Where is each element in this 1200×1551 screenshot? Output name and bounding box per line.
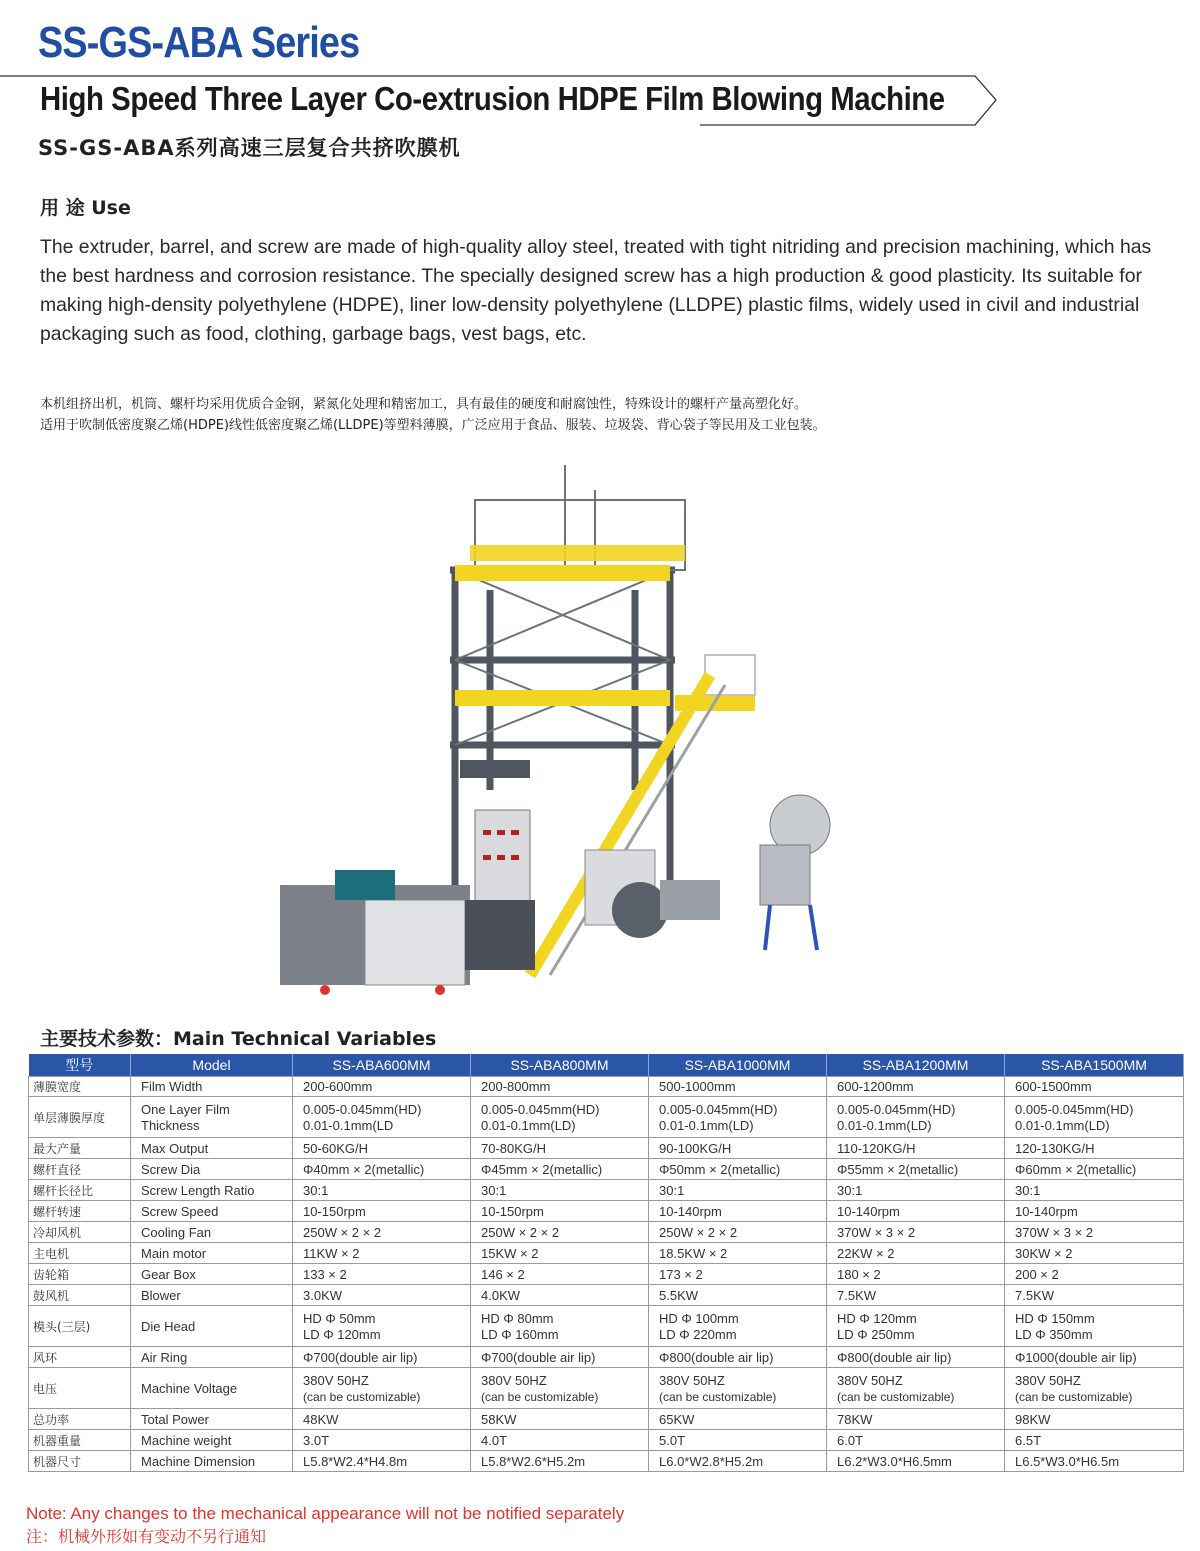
row-label-en-line-2: Thickness — [141, 1117, 200, 1133]
table-row — [29, 1138, 1184, 1159]
row-label-en — [131, 1097, 293, 1138]
spec-value: Φ45mm × 2(metallic) — [481, 1161, 603, 1177]
row-label-en — [131, 1222, 293, 1243]
spec-value-cell — [293, 1201, 471, 1222]
spec-value-cell — [827, 1306, 1005, 1347]
row-label-en-line: Screw Dia — [141, 1161, 201, 1177]
table-row — [29, 1409, 1184, 1430]
table-row — [29, 1451, 1184, 1472]
spec-value-cell — [1005, 1306, 1184, 1347]
spec-value: 600-1500mm — [1015, 1079, 1092, 1094]
row-label-cn: 螺杆直径 — [29, 1159, 131, 1180]
spec-value: 30KW × 2 — [1015, 1245, 1073, 1261]
spec-value: Φ800(double air lip) — [659, 1349, 774, 1365]
spec-value: 5.0T — [659, 1432, 686, 1448]
spec-value-cell — [649, 1159, 827, 1180]
spec-value-line-2: (can be customizable) — [481, 1389, 599, 1404]
spec-value-cell — [649, 1138, 827, 1159]
spec-value: 10-150rpm — [481, 1203, 544, 1219]
spec-value-cell — [1005, 1159, 1184, 1180]
table-row — [29, 1159, 1184, 1180]
chinese-title: SS-GS-ABA系列高速三层复合共挤吹膜机 — [38, 136, 461, 160]
spec-value-cell — [293, 1243, 471, 1264]
spec-value-cell — [649, 1264, 827, 1285]
spec-value: 0.005-0.045mm(HD) — [303, 1101, 422, 1117]
spec-value-line-2: 0.01-0.1mm(LD — [303, 1117, 394, 1133]
spec-value: 0.005-0.045mm(HD) — [481, 1101, 600, 1117]
spec-value-cell — [827, 1201, 1005, 1222]
spec-value-cell — [1005, 1264, 1184, 1285]
spec-value: 380V 50HZ — [659, 1372, 725, 1388]
row-label-cn: 螺杆长径比 — [29, 1180, 131, 1201]
spec-value-cell — [1005, 1077, 1184, 1097]
spec-value-line-2: 0.01-0.1mm(LD) — [837, 1117, 932, 1133]
spec-value-cell — [293, 1368, 471, 1409]
spec-value-cell — [649, 1077, 827, 1097]
spec-value: 370W × 3 × 2 — [837, 1224, 916, 1240]
row-label-cn: 总功率 — [29, 1409, 131, 1430]
spec-value-cell — [1005, 1285, 1184, 1306]
spec-value-cell — [1005, 1409, 1184, 1430]
spec-value-cell — [471, 1306, 649, 1347]
row-label-en — [131, 1180, 293, 1201]
spec-value-cell — [649, 1368, 827, 1409]
row-label-en-line: Machine Voltage — [141, 1380, 238, 1396]
main-title: High Speed Three Layer Co-extrusion HDPE Film Blowing Machine — [40, 80, 945, 117]
spec-value-cell — [293, 1285, 471, 1306]
spec-value: 30:1 — [303, 1182, 329, 1198]
spec-value-line-2: (can be customizable) — [1015, 1389, 1133, 1404]
spec-value: 3.0T — [303, 1432, 330, 1448]
spec-value-cell — [649, 1306, 827, 1347]
spec-value: 200-800mm — [481, 1079, 551, 1094]
table-row — [29, 1430, 1184, 1451]
spec-value: Φ60mm × 2(metallic) — [1015, 1161, 1137, 1177]
spec-value: 10-140rpm — [837, 1203, 900, 1219]
spec-value-cell — [649, 1285, 827, 1306]
spec-value-cell — [1005, 1201, 1184, 1222]
spec-value-cell — [827, 1222, 1005, 1243]
spec-value-cell — [827, 1347, 1005, 1368]
spec-value: 18.5KW × 2 — [659, 1245, 728, 1261]
spec-value: 3.0KW — [303, 1287, 343, 1303]
spec-value: Φ800(double air lip) — [837, 1349, 952, 1365]
spec-value: HD Φ 50mm — [303, 1310, 376, 1326]
spec-value-line-2: LD Φ 220mm — [659, 1326, 737, 1342]
spec-table — [28, 1054, 1184, 1472]
spec-value-cell — [827, 1451, 1005, 1472]
row-label-cn: 主电机 — [29, 1243, 131, 1264]
spec-value-cell — [293, 1306, 471, 1347]
spec-value: Φ700(double air lip) — [303, 1349, 418, 1365]
spec-value-line-2: 0.01-0.1mm(LD) — [481, 1117, 576, 1133]
spec-heading-en: ：Main Technical Variables — [154, 1028, 437, 1050]
spec-value: 4.0T — [481, 1432, 508, 1448]
spec-value: 30:1 — [1015, 1182, 1041, 1198]
spec-value-line-2: LD Φ 120mm — [303, 1326, 381, 1342]
spec-value: 200-600mm — [303, 1079, 373, 1094]
spec-value-cell — [827, 1159, 1005, 1180]
table-row — [29, 1285, 1184, 1306]
spec-value-cell — [1005, 1097, 1184, 1138]
table-row — [29, 1077, 1184, 1097]
row-label-cn: 最大产量 — [29, 1138, 131, 1159]
spec-table-header — [29, 1054, 1184, 1077]
row-label-cn: 鼓风机 — [29, 1285, 131, 1306]
row-label-en — [131, 1077, 293, 1097]
spec-value: 48KW — [303, 1411, 339, 1427]
spec-value-cell — [649, 1409, 827, 1430]
spec-value-cell — [649, 1243, 827, 1264]
spec-value-cell — [827, 1368, 1005, 1409]
row-label-en-line: Machine weight — [141, 1432, 232, 1448]
spec-value: 380V 50HZ — [303, 1372, 369, 1388]
spec-value: 133 × 2 — [303, 1266, 347, 1282]
spec-value-cell — [471, 1077, 649, 1097]
spec-value: L6.0*W2.8*H5.2m — [659, 1453, 764, 1469]
spec-value: 146 × 2 — [481, 1266, 525, 1282]
row-label-en-line: Main motor — [141, 1245, 207, 1261]
spec-value-cell — [649, 1430, 827, 1451]
spec-value: 0.005-0.045mm(HD) — [837, 1101, 956, 1117]
spec-value-cell — [1005, 1430, 1184, 1451]
spec-value-line-2: LD Φ 350mm — [1015, 1326, 1093, 1342]
spec-value-cell — [1005, 1222, 1184, 1243]
spec-value: 11KW × 2 — [303, 1245, 360, 1261]
spec-value-cell — [293, 1138, 471, 1159]
table-row — [29, 1201, 1184, 1222]
spec-value: 173 × 2 — [659, 1266, 703, 1282]
row-label-cn: 风环 — [29, 1347, 131, 1368]
row-label-cn: 齿轮箱 — [29, 1264, 131, 1285]
spec-value: L5.8*W2.4*H4.8m — [303, 1453, 408, 1469]
spec-value-cell — [471, 1243, 649, 1264]
table-row — [29, 1306, 1184, 1347]
machine-illustration — [265, 460, 840, 1005]
row-label-cn: 机器重量 — [29, 1430, 131, 1451]
spec-value: HD Φ 120mm — [837, 1310, 917, 1326]
row-label-en — [131, 1138, 293, 1159]
spec-value: 110-120KG/H — [837, 1140, 916, 1156]
spec-value-cell — [471, 1201, 649, 1222]
table-row — [29, 1097, 1184, 1138]
spec-value-cell — [293, 1222, 471, 1243]
spec-value-cell — [1005, 1138, 1184, 1159]
spec-value: 250W × 2 × 2 — [659, 1224, 738, 1240]
spec-value: 30:1 — [659, 1182, 685, 1198]
spec-value: 200 × 2 — [1015, 1266, 1059, 1282]
spec-value-cell — [827, 1430, 1005, 1451]
spec-value-cell — [293, 1451, 471, 1472]
spec-value-cell — [293, 1097, 471, 1138]
spec-value-cell — [471, 1451, 649, 1472]
spec-value-cell — [649, 1222, 827, 1243]
row-label-en — [131, 1430, 293, 1451]
spec-value-cell — [471, 1264, 649, 1285]
spec-value: HD Φ 100mm — [659, 1310, 739, 1326]
note-en: Note: Any changes to the mechanical appearance will not be notified separately — [26, 1504, 625, 1523]
spec-value-cell — [471, 1138, 649, 1159]
spec-value: 58KW — [481, 1411, 517, 1427]
spec-value-cell — [293, 1159, 471, 1180]
table-row — [29, 1180, 1184, 1201]
spec-value-cell — [293, 1264, 471, 1285]
spec-value: Φ700(double air lip) — [481, 1349, 596, 1365]
row-label-en-line: Screw Length Ratio — [141, 1182, 255, 1198]
spec-value-cell — [649, 1201, 827, 1222]
spec-value-cell — [293, 1347, 471, 1368]
spec-value: 6.5T — [1015, 1432, 1042, 1448]
row-label-en-line: One Layer Film — [141, 1101, 230, 1117]
row-label-cn: 电压 — [29, 1368, 131, 1409]
row-label-en-line: Blower — [141, 1287, 181, 1303]
spec-value: 7.5KW — [1015, 1287, 1055, 1303]
spec-value-cell — [471, 1285, 649, 1306]
spec-value: Φ50mm × 2(metallic) — [659, 1161, 781, 1177]
spec-value: HD Φ 80mm — [481, 1310, 554, 1326]
spec-value-cell — [471, 1409, 649, 1430]
row-label-cn: 薄膜宽度 — [29, 1077, 131, 1097]
table-row — [29, 1264, 1184, 1285]
row-label-en — [131, 1451, 293, 1472]
spec-value: L6.2*W3.0*H6.5mm — [837, 1453, 952, 1469]
spec-value: 5.5KW — [659, 1287, 699, 1303]
header-cell-aba1000: SS-ABA1000MM — [649, 1054, 827, 1077]
use-heading: 用 途 Use — [40, 197, 131, 219]
spec-value: 78KW — [837, 1411, 873, 1427]
spec-value-cell — [1005, 1180, 1184, 1201]
row-label-en-line: Cooling Fan — [141, 1224, 212, 1240]
spec-table-body — [29, 1077, 1184, 1472]
row-label-en-line: Machine Dimension — [141, 1453, 256, 1469]
row-label-en — [131, 1347, 293, 1368]
row-label-en-line: Air Ring — [141, 1349, 188, 1365]
spec-value: HD Φ 150mm — [1015, 1310, 1095, 1326]
spec-value-cell — [649, 1451, 827, 1472]
spec-value-line-2: LD Φ 160mm — [481, 1326, 559, 1342]
spec-value-line-2: (can be customizable) — [303, 1389, 421, 1404]
table-row — [29, 1222, 1184, 1243]
spec-value-cell — [293, 1077, 471, 1097]
spec-value: 0.005-0.045mm(HD) — [659, 1101, 778, 1117]
header-cell-aba600: SS-ABA600MM — [293, 1054, 471, 1077]
spec-value: 65KW — [659, 1411, 695, 1427]
spec-value: 70-80KG/H — [481, 1140, 547, 1156]
series-title: SS-GS-ABA Series — [38, 18, 360, 67]
spec-value: 90-100KG/H — [659, 1140, 732, 1156]
spec-value-cell — [293, 1180, 471, 1201]
spec-value-cell — [827, 1180, 1005, 1201]
spec-value-cell — [827, 1285, 1005, 1306]
spec-value: 380V 50HZ — [1015, 1372, 1081, 1388]
spec-value-cell — [1005, 1243, 1184, 1264]
row-label-cn: 模头(三层) — [29, 1306, 131, 1347]
spec-value-cell — [1005, 1347, 1184, 1368]
spec-value-line-2: (can be customizable) — [837, 1389, 955, 1404]
table-row — [29, 1347, 1184, 1368]
spec-value: Φ40mm × 2(metallic) — [303, 1161, 425, 1177]
row-label-en — [131, 1285, 293, 1306]
spec-value-cell — [471, 1180, 649, 1201]
spec-value: 50-60KG/H — [303, 1140, 369, 1156]
spec-value: 30:1 — [837, 1182, 863, 1198]
spec-value-cell — [649, 1097, 827, 1138]
spec-value: 10-140rpm — [659, 1203, 722, 1219]
row-label-cn: 冷却风机 — [29, 1222, 131, 1243]
spec-value-cell — [471, 1368, 649, 1409]
spec-value-cell — [649, 1180, 827, 1201]
spec-value: 380V 50HZ — [837, 1372, 903, 1388]
row-label-cn: 螺杆转速 — [29, 1201, 131, 1222]
spec-value-cell — [1005, 1451, 1184, 1472]
spec-value-cell — [471, 1430, 649, 1451]
spec-value: 22KW × 2 — [837, 1245, 895, 1261]
use-cn-line-1: 本机组挤出机，机筒、螺杆均采用优质合金钢，紧氮化处理和精密加工，具有最佳的硬度和耐腐蚀性，特殊设计的螺杆产量高塑化好。 — [40, 397, 808, 412]
table-row — [29, 1243, 1184, 1264]
spec-value-line-2: (can be customizable) — [659, 1389, 777, 1404]
row-label-en — [131, 1409, 293, 1430]
film-blowing-machine-drawing — [265, 460, 840, 1005]
row-label-en-line: Screw Speed — [141, 1203, 219, 1219]
spec-value-cell — [827, 1077, 1005, 1097]
spec-value: 0.005-0.045mm(HD) — [1015, 1101, 1134, 1117]
spec-value-cell — [471, 1222, 649, 1243]
spec-value: 500-1000mm — [659, 1079, 736, 1094]
spec-value: Φ55mm × 2(metallic) — [837, 1161, 959, 1177]
spec-value: 10-140rpm — [1015, 1203, 1078, 1219]
spec-value: 120-130KG/H — [1015, 1140, 1095, 1156]
spec-heading — [40, 1024, 436, 1051]
row-label-en-line: Gear Box — [141, 1266, 196, 1282]
spec-heading-cn: 主要技术参数 — [40, 1028, 155, 1050]
spec-value: L5.8*W2.6*H5.2m — [481, 1453, 586, 1469]
spec-value-cell — [649, 1347, 827, 1368]
header-cell-model: Model — [131, 1054, 293, 1077]
header-cell-aba800: SS-ABA800MM — [471, 1054, 649, 1077]
row-label-en-line: Total Power — [141, 1411, 209, 1427]
spec-value: 6.0T — [837, 1432, 864, 1448]
row-label-en — [131, 1243, 293, 1264]
row-label-en — [131, 1159, 293, 1180]
spec-value-cell — [827, 1264, 1005, 1285]
use-cn-line-2: 适用于吹制低密度聚乙烯(HDPE)线性低密度聚乙烯(LLDPE)等塑料薄膜，广泛应用于食品、服装、垃圾袋、背心袋子等民用及工业包装。 — [40, 418, 826, 433]
row-label-en — [131, 1201, 293, 1222]
row-label-en-line: Die Head — [141, 1318, 196, 1334]
spec-value: 7.5KW — [837, 1287, 877, 1303]
spec-value: 250W × 2 × 2 — [303, 1224, 382, 1240]
row-label-cn: 机器尺寸 — [29, 1451, 131, 1472]
spec-value-cell — [1005, 1368, 1184, 1409]
spec-value: 370W × 3 × 2 — [1015, 1224, 1094, 1240]
note-cn: 注：机械外形如有变动不另行通知 — [26, 1527, 267, 1546]
row-label-en-line: Max Output — [141, 1140, 209, 1156]
spec-value-cell — [827, 1409, 1005, 1430]
spec-value: 30:1 — [481, 1182, 507, 1198]
spec-value: 10-150rpm — [303, 1203, 366, 1219]
spec-value: 380V 50HZ — [481, 1372, 547, 1388]
row-label-en — [131, 1368, 293, 1409]
header-cell-type-cn: 型号 — [29, 1054, 131, 1077]
row-label-en — [131, 1306, 293, 1347]
spec-value-cell — [471, 1159, 649, 1180]
spec-value: 15KW × 2 — [481, 1245, 539, 1261]
spec-value: 600-1200mm — [837, 1079, 914, 1094]
spec-value-cell — [293, 1430, 471, 1451]
spec-value: 180 × 2 — [837, 1266, 881, 1282]
header-cell-aba1200: SS-ABA1200MM — [827, 1054, 1005, 1077]
row-label-cn: 单层薄膜厚度 — [29, 1097, 131, 1138]
spec-value: Φ1000(double air lip) — [1015, 1349, 1137, 1365]
row-label-en-line: Film Width — [141, 1079, 203, 1094]
spec-value-line-2: 0.01-0.1mm(LD) — [1015, 1117, 1110, 1133]
spec-value-cell — [827, 1243, 1005, 1264]
use-description-en: The extruder, barrel, and screw are made of high-quality alloy steel, treated with tight nitriding and precision machining, which has the best hardness and corrosion resistance. The specially designed screw has a high production & good plasticity. Its suitable for making high-density polyethylene (HDPE), liner low-density polyethylene (LLDPE) plastic films, widely used in civil and industrial packaging such as food, clothing, garbage bags, vest bags, etc. — [40, 236, 1152, 345]
spec-value-cell — [471, 1347, 649, 1368]
header-cell-aba1500: SS-ABA1500MM — [1005, 1054, 1184, 1077]
row-label-en — [131, 1264, 293, 1285]
spec-value: 250W × 2 × 2 — [481, 1224, 560, 1240]
table-row — [29, 1368, 1184, 1409]
spec-value-line-2: LD Φ 250mm — [837, 1326, 915, 1342]
spec-value: 98KW — [1015, 1411, 1051, 1427]
spec-value-cell — [827, 1097, 1005, 1138]
spec-value-cell — [827, 1138, 1005, 1159]
spec-value-line-2: 0.01-0.1mm(LD) — [659, 1117, 754, 1133]
spec-value: 4.0KW — [481, 1287, 521, 1303]
spec-value: L6.5*W3.0*H6.5m — [1015, 1453, 1120, 1469]
use-description-cn — [40, 394, 1170, 436]
spec-value-cell — [471, 1097, 649, 1138]
spec-value-cell — [293, 1409, 471, 1430]
